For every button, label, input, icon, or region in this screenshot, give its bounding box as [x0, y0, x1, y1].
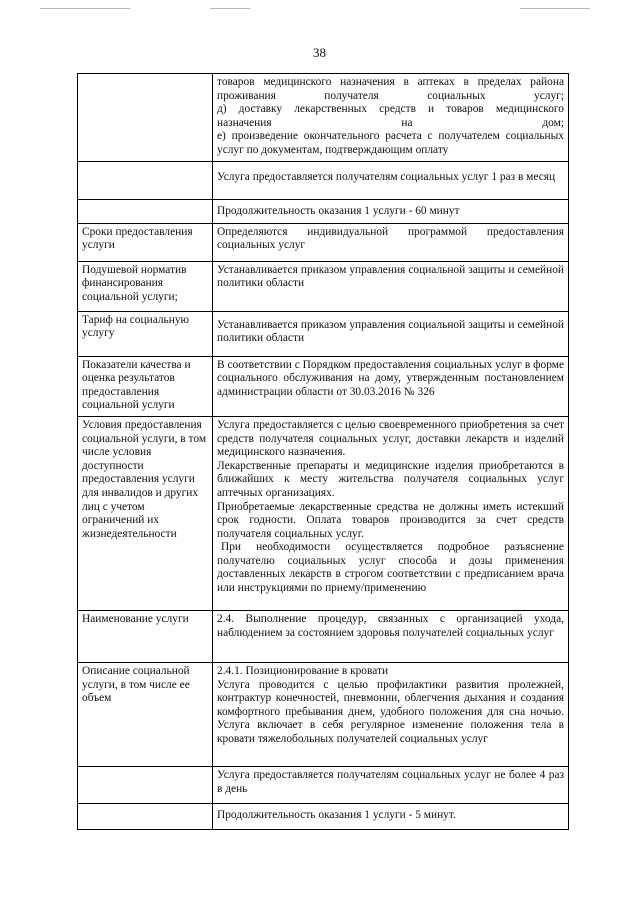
table-row	[78, 356, 569, 416]
row-content	[213, 766, 569, 803]
row-content	[213, 199, 569, 223]
row-content	[213, 356, 569, 416]
content-paragraph: При необходимости осуществляется подробное разъяснение получателю социальных услуг способа и дозы применения доставленных лекарств в строгом соответствии с предписанием врача или инструкциями по приему/применению	[217, 541, 564, 595]
content-paragraph: Услуга предоставляется получателям социальных услуг не более 4 раз в день	[217, 768, 564, 795]
content-paragraph: 2.4.1. Позиционирование в кровати	[217, 664, 389, 677]
page-number: 38	[313, 45, 326, 60]
content-paragraph: В соответствии с Порядком предоставления социальных услуг в форме социального обслуживания на дому, утвержденным постановлением администрации области от 30.03.2016 № 326	[217, 358, 564, 398]
row-content	[213, 74, 569, 162]
row-label: Показатели качества и оценка результатов предоставления социальной услуги	[78, 356, 213, 416]
row-content	[213, 416, 569, 610]
content-paragraph: Продолжительность оказания 1 услуги - 60 минут	[217, 204, 460, 217]
table-row	[78, 766, 569, 803]
table-row	[78, 223, 569, 261]
content-paragraph: Продолжительность оказания 1 услуги - 5 минут.	[217, 808, 456, 821]
row-content	[213, 261, 569, 311]
row-label: Условия предоставления социальной услуги, в том числе условия доступности предоставления услуги для инвалидов и других лиц с учетом ограничений их жизнедеятельности	[78, 416, 213, 610]
content-paragraph: е) произведение окончательного расчета с получателем социальных услуг по документам, подтверждающим оплату	[217, 130, 564, 156]
table-row	[78, 261, 569, 311]
table-row	[78, 199, 569, 223]
table-row	[78, 416, 569, 610]
row-label: Тариф на социальную услугу	[78, 311, 213, 356]
row-label: Описание социальной услуги, в том числе ее объем	[78, 662, 213, 766]
services-table	[77, 73, 569, 830]
table-row	[78, 803, 569, 829]
row-label: Подушевой норматив финансирования социальной услуги;	[78, 261, 213, 311]
content-paragraph: Определяются индивидуальной программой предоставления социальных услуг	[217, 225, 564, 252]
table-row	[78, 311, 569, 356]
content-paragraph: Устанавливается приказом управления социальной защиты и семейной политики области	[217, 263, 564, 290]
row-content	[213, 223, 569, 261]
row-content	[213, 610, 569, 662]
row-label: Наименование услуги	[78, 610, 213, 662]
row-label: Сроки предоставления услуги	[78, 223, 213, 261]
table-row	[78, 74, 569, 162]
scan-artifact-line	[520, 8, 590, 9]
scan-artifact-line	[210, 8, 250, 9]
content-paragraph: Услуга предоставляется с целью своевременного приобретения за счет средств получателя социальных услуг, доставки лекарств и изделий медицинского назначения.	[217, 418, 564, 459]
row-content	[213, 161, 569, 199]
row-label	[78, 74, 213, 162]
table-row	[78, 610, 569, 662]
content-paragraph: Услуга предоставляется получателям социальных услуг 1 раз в месяц	[217, 170, 556, 183]
content-paragraph: Услуга проводится с целью профилактики развития пролежней, контрактур конечностей, пневмонии, облегчения дыхания и создания комфортного пребывания днем, удобного положения для сна ночью. Услуга включает в себя регулярное изменение положения тела в кровати тяжелобольных получателей социальных услуг	[217, 678, 564, 745]
content-paragraph: д) доставку лекарственных средств и товаров медицинского назначения на дом;	[217, 103, 564, 129]
table-row	[78, 161, 569, 199]
content-paragraph: Лекарственные препараты и медицинские изделия приобретаются в ближайших к месту жительства получателя социальных услуг аптечных организациях.	[217, 459, 564, 499]
content-paragraph: Приобретаемые лекарственные средства не должны иметь истекший срок годности. Оплата товаров производится за счет средств получателя социальных услуг.	[217, 500, 564, 540]
content-paragraph: Устанавливается приказом управления социальной защиты и семейной политики области	[217, 318, 564, 345]
content-paragraph: товаров медицинского назначения в аптеках в пределах района проживания получателя социальных услуг;	[217, 76, 564, 102]
content-paragraph: 2.4. Выполнение процедур, связанных с организацией ухода, наблюдением за состоянием здоровья получателей социальных услуг	[217, 612, 564, 639]
table-row	[78, 662, 569, 766]
row-content	[213, 803, 569, 829]
row-content	[213, 662, 569, 766]
row-content	[213, 311, 569, 356]
scan-artifact-line	[40, 8, 130, 9]
